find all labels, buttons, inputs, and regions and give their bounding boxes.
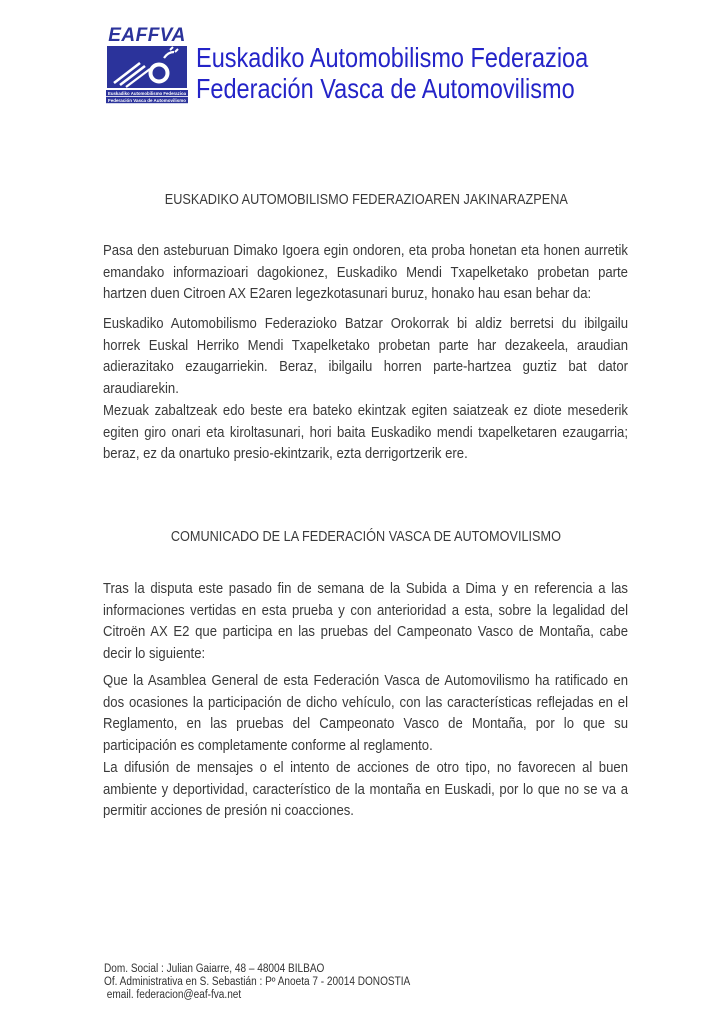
basque-section-heading: EUSKADIKO AUTOMOBILISMO FEDERAZIOAREN JAKINARAZPENA (164, 192, 568, 208)
letterhead-title (196, 43, 663, 104)
basque-paragraph-3: Mezuak zabaltzeak edo beste era bateko ekintzak egiten saiatzeak ez diote mesederik egiten giro onari eta kiroltasunari, hori baita Euskadiko mendi txapelketaren ezaugarria; beraz, ez da onartuko presio-ekintzarik, ezta derrigortzerik ere. (103, 402, 628, 463)
footer-email: email. federacion@eaf-fva.net (104, 989, 242, 1002)
eaffva-logo (106, 25, 188, 104)
letterhead-title-spanish: Federación Vasca de Automovilismo (196, 72, 575, 104)
logo-bar-basque: Euskadiko Automobilismo Federazioa (108, 90, 187, 96)
letterhead-title-basque: Euskadiko Automobilismo Federazioa (196, 42, 589, 73)
basque-paragraph-2: Euskadiko Automobilismo Federazioko Batzar Orokorrak bi aldiz berretsi du ibilgailu horrek Euskal Herriko Mendi Txapelketako probetan parte har dezakeela, araudian adierazitako ezaugarriekin. Beraz, ibilgailu horren parte-hartzea guztiz bat dator araudiarekin. (103, 315, 628, 397)
spanish-paragraph-3: La difusión de mensajes o el intento de acciones de otro tipo, no favorecen al buen ambiente y deportividad, característico de la montaña en Euskadi, por lo que no se va a permitir acciones de presión ni coacciones. (103, 759, 628, 820)
footer-registered-office: Dom. Social : Julian Gaiarre, 48 – 48004 BILBAO (104, 963, 325, 975)
spanish-paragraph-1: Tras la disputa este pasado fin de semana de la Subida a Dima y en referencia a las informaciones vertidas en esta prueba y con anterioridad a esta, sobre la legalidad del Citroën AX E2 que participa en las pruebas del Campeonato Vasco de Montaña, cabe decir lo siguiente: (103, 580, 628, 662)
logo-bar-spanish: Federación Vasca de Automovilismo (108, 97, 187, 103)
logo-acronym: EAFFVA (108, 25, 186, 46)
spanish-paragraph-2: Que la Asamblea General de esta Federación Vasca de Automovilismo ha ratificado en dos ocasiones la participación de dicho vehículo, con las características reflejadas en el Reglamento, en las pruebas del Campeonato Vasco de Montaña, por lo que su participación es completamente conforme al reglamento. (103, 672, 628, 754)
basque-paragraph-1: Pasa den asteburuan Dimako Igoera egin ondoren, eta proba honetan eta honen aurretik emandako informazioari dagokionez, Euskadiko Mendi Txapelketako probetan parte hartzen duen Citroen AX E2aren legezkotasunari buruz, honako hau esan behar da: (103, 242, 628, 303)
spanish-section-heading: COMUNICADO DE LA FEDERACIÓN VASCA DE AUTOMOVILISMO (170, 529, 562, 545)
car-wheel-emblem-icon (106, 46, 188, 104)
footer-admin-office: Of. Administrativa en S. Sebastián : Pº Anoeta 7 - 20014 DONOSTIA (104, 976, 411, 989)
footer-address-block (104, 963, 454, 1003)
